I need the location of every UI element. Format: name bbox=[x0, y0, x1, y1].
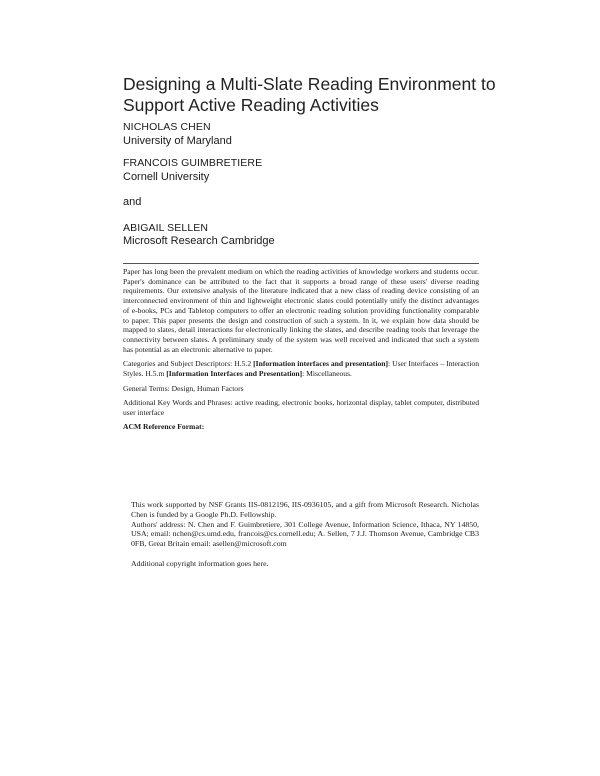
authors-address: Authors' address: N. Chen and F. Guimbretiere, 301 College Avenue, Information Science, Ithaca, NY 14850, USA; email: nchen@cs.umd.edu, francois@cs.cornell.edu; A. Sellen, 7 J.J. Thomson Avenue, Cambridge CB3 0FB, Great Britain email: asellen@microsoft.com bbox=[131, 519, 479, 549]
acm-reference-format: ACM Reference Format: bbox=[123, 421, 205, 431]
author-conjunction: and bbox=[123, 196, 142, 208]
paper-title: Designing a Multi-Slate Reading Environment to Support Active Reading Activities bbox=[123, 74, 496, 115]
author-block bbox=[123, 121, 523, 249]
abstract-divider bbox=[123, 263, 479, 264]
copyright-note: Additional copyright information goes here. bbox=[131, 558, 269, 568]
abstract-section bbox=[123, 267, 479, 432]
footnote-section bbox=[131, 500, 479, 569]
author-name: ABIGAIL SELLEN bbox=[123, 221, 209, 234]
abstract-text: Paper has long been the prevalent medium on which the reading activities of knowledge workers and students occur. Paper's dominance can be attributed to the fact that it supports a broad range of these users' diverse reading requirements. Our extensive analysis of the literature indicated that a new class of reading device consisting of an interconnected environment of thin and lightweight electronic slates could potentially unify the distinct advantages of e-books, PCs and Tabletop computers to offer an electronic reading solution providing functionality comparable to paper. This paper presents the design and construction of such a system. In it, we explain how data should be mapped to slates, detail interactions for electronically linking the slates, and describe reading tools that leverage the connectivity between slates. A preliminary study of the system was well received and indicated that such a system has potential as an electronic alternative to paper. bbox=[123, 267, 479, 354]
general-terms: General Terms: Design, Human Factors bbox=[123, 383, 244, 393]
author-name: NICHOLAS CHEN bbox=[123, 121, 211, 133]
funding-note: This work supported by NSF Grants IIS-0812196, IIS-0936105, and a gift from Microsoft Research. Nicholas Chen is funded by a Google Ph.D. Fellowship. bbox=[131, 500, 479, 519]
author-affiliation: Microsoft Research Cambridge bbox=[123, 235, 275, 247]
categories-descriptors: Categories and Subject Descriptors: H.5.2 [Information interfaces and presentation]: User Interfaces – Interaction Styles. H.5.m [Information Interfaces and Presentation]: Miscellaneous. bbox=[123, 359, 479, 379]
author-affiliation: University of Maryland bbox=[123, 134, 232, 147]
keywords: Additional Key Words and Phrases: active reading, electronic books, horizontal display, tablet computer, distributed user interface bbox=[123, 398, 479, 418]
author-name: FRANCOIS GUIMBRETIERE bbox=[123, 157, 263, 169]
author-affiliation: Cornell University bbox=[123, 170, 210, 183]
